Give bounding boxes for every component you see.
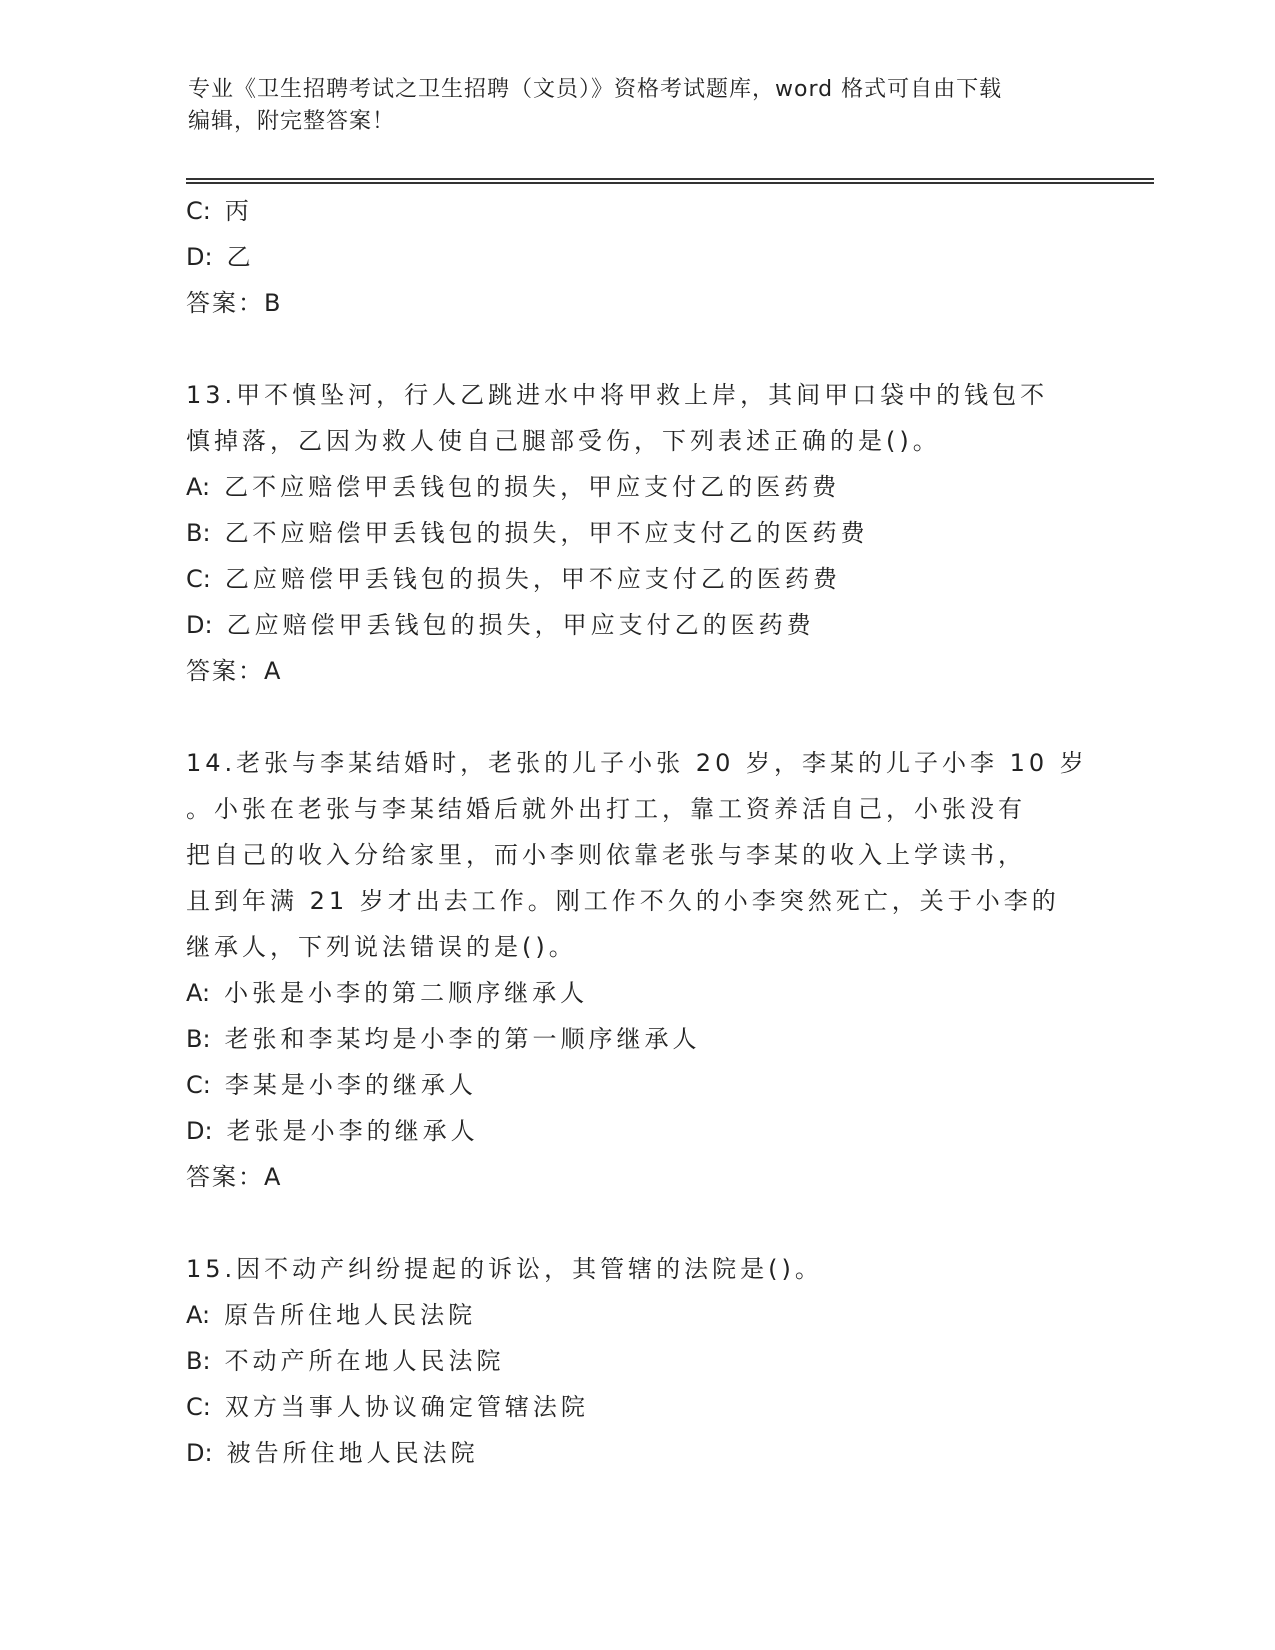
- option-line: [186, 1430, 1086, 1476]
- question-stem-line: 。小张在老张与李某结婚后就外出打工，靠工资养活自己，小张没有: [186, 795, 1026, 823]
- option-key: C:: [186, 565, 211, 593]
- answer-line: 答案：A: [186, 1163, 283, 1191]
- answer-line: 答案：B: [186, 289, 283, 317]
- option-line: [186, 1292, 1086, 1338]
- option-line: [186, 1338, 1086, 1384]
- option-key: D:: [186, 611, 213, 639]
- question-stem-line: 且到年满 21 岁才出去工作。刚工作不久的小李突然死亡，关于小李的: [186, 887, 1060, 915]
- option-key: A:: [186, 1301, 211, 1329]
- option-text: 乙: [226, 243, 255, 271]
- option-text: 老张是小李的继承人: [226, 1117, 479, 1145]
- option-line: [186, 970, 1086, 1016]
- page-header: [188, 74, 1088, 138]
- option-key: C:: [186, 1071, 211, 1099]
- option-text: 乙应赔偿甲丢钱包的损失，甲不应支付乙的医药费: [224, 565, 841, 593]
- option-line: [186, 464, 1086, 510]
- option-text: 老张和李某均是小李的第一顺序继承人: [224, 1025, 701, 1053]
- option-line: [186, 1384, 1086, 1430]
- option-text: 乙不应赔偿甲丢钱包的损失，甲不应支付乙的医药费: [224, 519, 869, 547]
- question-stem-line: 慎掉落，乙因为救人使自己腿部受伤，下列表述正确的是()。: [186, 427, 941, 455]
- option-text: 被告所住地人民法院: [226, 1439, 479, 1467]
- option-key: D:: [186, 243, 213, 271]
- option-key: C:: [186, 1393, 211, 1421]
- option-key: D:: [186, 1439, 213, 1467]
- option-line: [186, 234, 1086, 280]
- header-line-2: 编辑，附完整答案！: [188, 109, 396, 134]
- option-text: 李某是小李的继承人: [224, 1071, 477, 1099]
- option-line: [186, 1108, 1086, 1154]
- option-key: A:: [186, 473, 211, 501]
- option-key: D:: [186, 1117, 213, 1145]
- option-key: C:: [186, 197, 211, 225]
- option-text: 原告所住地人民法院: [224, 1301, 477, 1329]
- option-text: 乙不应赔偿甲丢钱包的损失，甲应支付乙的医药费: [224, 473, 841, 501]
- option-text: 丙: [224, 197, 253, 225]
- question-stem-line: 13.甲不慎坠河，行人乙跳进水中将甲救上岸，其间甲口袋中的钱包不: [186, 381, 1049, 409]
- header-line-1: 专业《卫生招聘考试之卫生招聘（文员）》资格考试题库，word 格式可自由下载: [188, 77, 1003, 102]
- option-key: A:: [186, 979, 211, 1007]
- question-stem-line: 把自己的收入分给家里，而小李则依靠老张与李某的收入上学读书，: [186, 841, 1026, 869]
- option-key: B:: [186, 1347, 211, 1375]
- header-divider: [186, 178, 1154, 184]
- option-text: 不动产所在地人民法院: [224, 1347, 505, 1375]
- option-text: 乙应赔偿甲丢钱包的损失，甲应支付乙的医药费: [226, 611, 815, 639]
- question-list: [186, 188, 1086, 1476]
- question-stem-line: 继承人，下列说法错误的是()。: [186, 933, 577, 961]
- option-line: [186, 1062, 1086, 1108]
- option-line: [186, 188, 1086, 234]
- question-stem-line: 15.因不动产纠纷提起的诉讼，其管辖的法院是()。: [186, 1255, 823, 1283]
- option-line: [186, 510, 1086, 556]
- option-line: [186, 556, 1086, 602]
- option-key: B:: [186, 519, 211, 547]
- option-key: B:: [186, 1025, 211, 1053]
- option-line: [186, 1016, 1086, 1062]
- option-line: [186, 602, 1086, 648]
- answer-line: 答案：A: [186, 657, 283, 685]
- question-stem-line: 14.老张与李某结婚时，老张的儿子小张 20 岁，李某的儿子小李 10 岁: [186, 749, 1088, 777]
- option-text: 双方当事人协议确定管辖法院: [224, 1393, 589, 1421]
- option-text: 小张是小李的第二顺序继承人: [224, 979, 589, 1007]
